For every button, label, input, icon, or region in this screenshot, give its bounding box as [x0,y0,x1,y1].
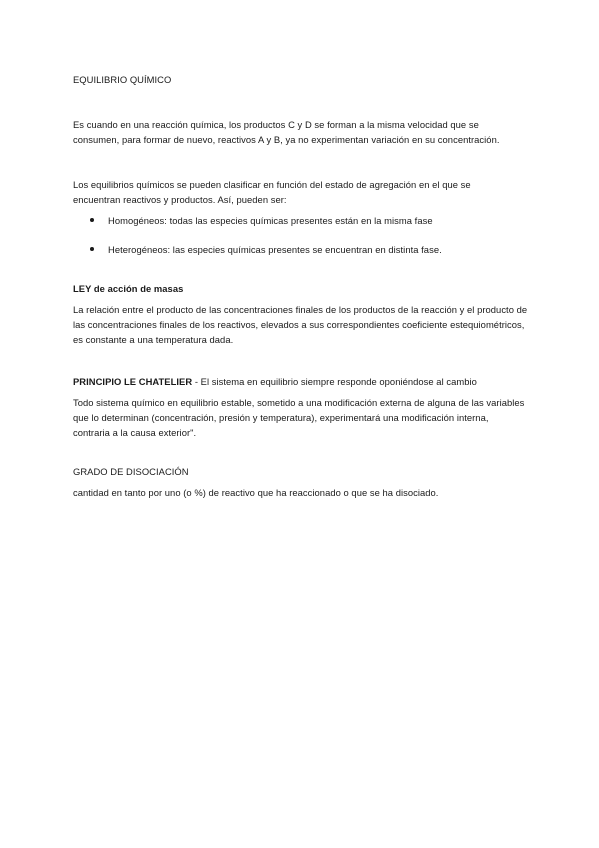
dissociation-heading: GRADO DE DISOCIACIÓN [73,466,189,477]
list-item-text: Homogéneos: todas las especies químicas presentes están en la misma fase [108,215,433,226]
list-item [73,213,533,228]
classification-paragraph: Los equilibrios químicos se pueden clasificar en función del estado de agregación en el que se encuentran reactivos y productos. Así, pueden ser: [73,179,471,205]
chatelier-paragraph: Todo sistema químico en equilibrio estable, sometido a una modificación externa de alguna de las variables que lo determinan (concentración, presión y temperatura), experimentará una modificación interna, contraria a la causa exterior". [73,397,525,438]
mass-action-heading: LEY de acción de masas [73,283,184,294]
bullet-icon [90,247,94,251]
intro-paragraph: Es cuando en una reacción química, los productos C y D se forman a la misma velocidad que se consumen, para formar de nuevo, reactivos A y B, ya no experimentan variación en su concentración. [73,119,500,145]
chatelier-summary: - El sistema en equilibrio siempre responde oponiéndose al cambio [192,376,477,387]
bullet-icon [90,218,94,222]
chatelier-heading: PRINCIPIO LE CHATELIER [73,376,193,387]
list-item-text: Heterogéneos: las especies químicas presentes se encuentran en distinta fase. [108,244,442,255]
chatelier-line [73,374,533,389]
document-body [73,72,533,500]
document-title: EQUILIBRIO QUÍMICO [73,74,172,85]
classification-list [73,213,533,257]
dissociation-paragraph: cantidad en tanto por uno (o %) de reactivo que ha reaccionado o que se ha disociado. [73,487,439,498]
list-item [73,242,533,257]
mass-action-paragraph: La relación entre el producto de las concentraciones finales de los productos de la reacción y el producto de las concentraciones finales de los reactivos, elevados a sus correspondientes coeficiente estequiométricos, es constante a una temperatura dada. [73,304,528,345]
